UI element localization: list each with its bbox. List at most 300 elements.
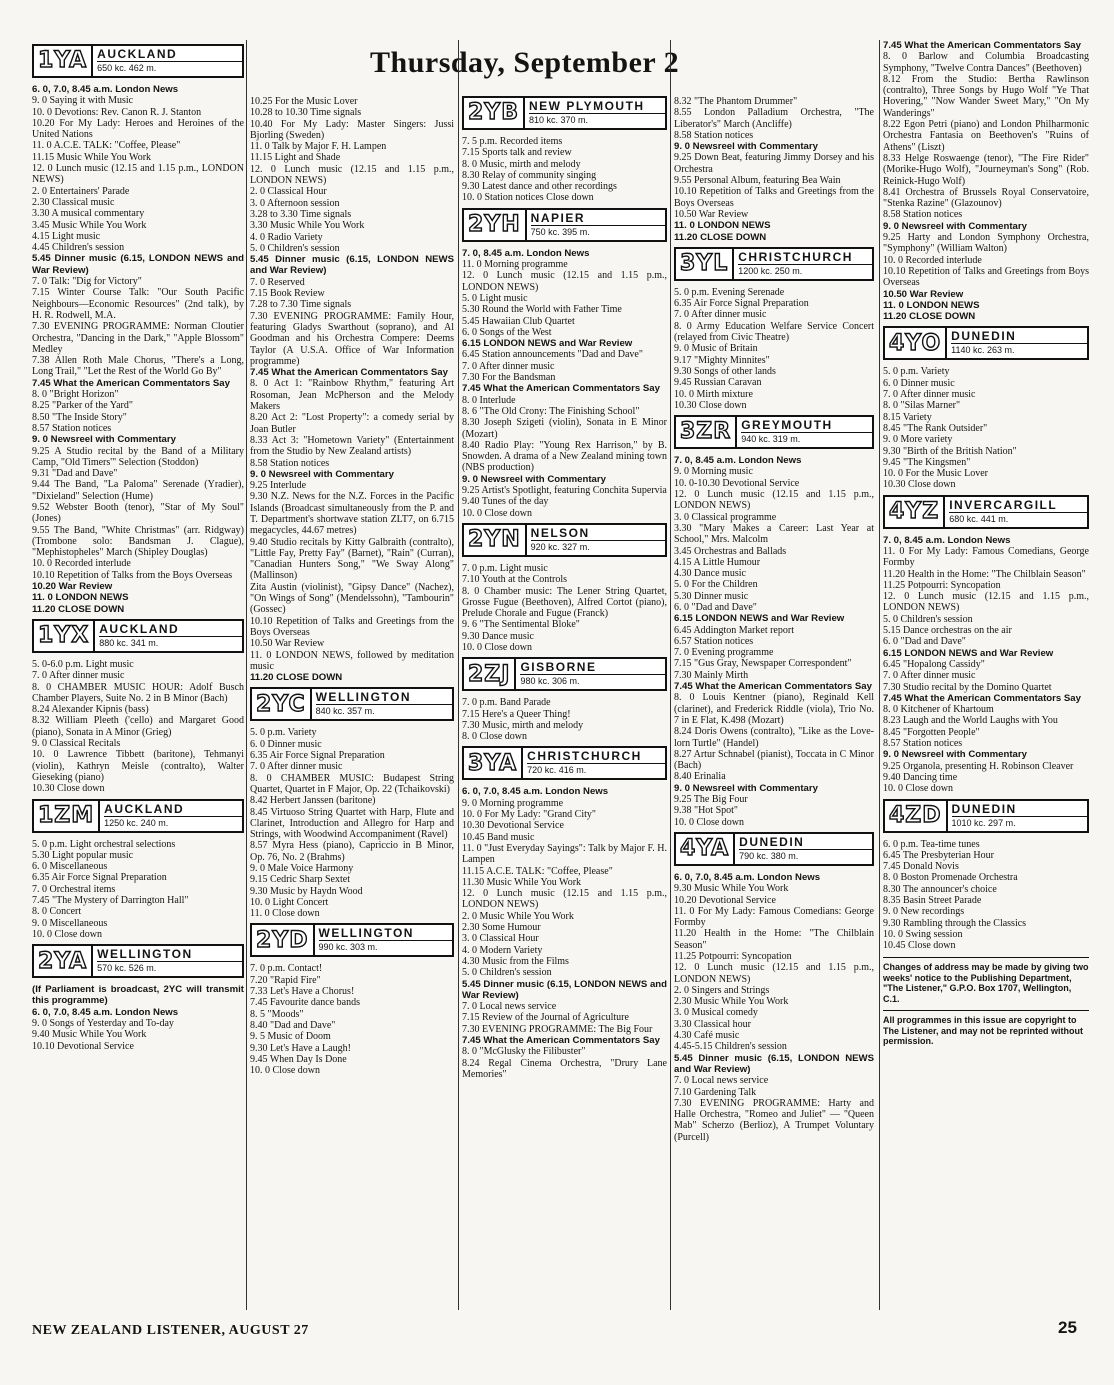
programme-entry: 8.50 "The Inside Story" <box>32 411 127 423</box>
programme-entry: (If Parliament is broadcast, 2YC will transmit this programme) <box>32 984 244 1007</box>
station-callsign: 2YB <box>464 98 525 128</box>
station-city: GISBORNE <box>520 661 665 675</box>
programme-entry: 8. 0 Act 1: "Rainbow Rhythm," featuring Art Rosoman, Jean McPherson and the Melody Makers <box>250 378 454 413</box>
programme-entry: 6. 0, 7.0, 8.45 a.m. London News <box>462 786 609 798</box>
programme-entry: 10.28 to 10.30 Time signals <box>250 107 362 119</box>
programme-entry: 7.28 to 7.30 Time signals <box>250 299 352 311</box>
programme-entry: 11.20 CLOSE DOWN <box>674 231 767 243</box>
programme-entry: 7. 0 p.m. Light music <box>462 562 548 574</box>
column-divider <box>670 40 671 1310</box>
programme-entry: 7. 0 Talk: "Dig for Victory" <box>32 276 142 288</box>
programme-column-5 <box>883 40 1089 1047</box>
station-header <box>674 415 874 449</box>
programme-entry: 4.30 Dance music <box>674 568 746 580</box>
programme-entry: 8.23 Laugh and the World Laughs with You <box>883 715 1058 727</box>
programme-entry: 7.30 Studio recital by the Domino Quartet <box>883 681 1052 693</box>
programme-entry: 11. 0 "Just Everyday Sayings": Talk by Major F. H. Lampen <box>462 842 667 866</box>
station-city: CHRISTCHURCH <box>527 750 665 764</box>
column-divider <box>458 40 459 1310</box>
station-city: INVERCARGILL <box>949 499 1087 513</box>
programme-entry: 9.25 The Big Four <box>674 794 748 806</box>
programme-entry: 8.24 Doris Owens (contralto), "Like as the Love-lorn Turtle" (Handel) <box>674 726 874 749</box>
programme-entry: 6.57 Station notices <box>674 635 754 647</box>
station-header <box>250 923 454 957</box>
programme-entry: 11.25 Potpourri: Syncopation <box>883 579 1001 591</box>
station-city: NELSON <box>531 527 665 541</box>
programme-entry: 8.42 Herbert Janssen (baritone) <box>250 795 376 807</box>
programme-entry: 10.50 War Review <box>250 638 325 650</box>
programme-entry: 9. 0 Newsreel with Commentary <box>462 473 606 485</box>
programme-entry: 10. 0 Light Concert <box>250 896 329 908</box>
station-frequency: 1140 kc. 263 m. <box>951 345 1015 356</box>
programme-entry: 4.15 Light music <box>32 230 101 242</box>
programme-entry: 9.40 Music While You Work <box>32 1029 147 1041</box>
programme-entry: 10. 0 Close down <box>250 1065 320 1077</box>
programme-column-1 <box>32 40 244 1052</box>
programme-entry: 7.45 Favourite dance bands <box>250 997 360 1009</box>
programme-entry: 10. 0 Mirth mixture <box>674 388 753 400</box>
programme-entry: 10.25 For the Music Lover <box>250 96 358 107</box>
station-header <box>250 687 454 721</box>
programme-entry: 8.40 "Dad and Dave" <box>250 1019 336 1031</box>
programme-entry: 8. 0 Music, mirth and melody <box>462 158 581 170</box>
station-callsign: 4YO <box>885 328 947 358</box>
programme-entry: 8.25 "Parker of the Yard" <box>32 400 133 412</box>
programme-entry: 11. 0 For My Lady: Famous Comedians: George Formby <box>674 905 874 929</box>
programme-entry: 10.50 War Review <box>883 288 964 300</box>
programme-entry: 2.30 Music While You Work <box>674 996 789 1008</box>
programme-entry: 5.45 Hawaiian Club Quartet <box>462 315 575 327</box>
station-city: WELLINGTON <box>319 927 453 941</box>
programme-entry: 9. 0 Morning music <box>674 466 753 478</box>
programme-entry: 9.30 Songs of other lands <box>674 365 776 377</box>
programme-entry: 5.30 Light popular music <box>32 849 134 861</box>
station-frequency: 810 kc. 370 m. <box>529 115 589 125</box>
programme-entry: 7.33 Let's Have a Chorus! <box>250 986 355 998</box>
programme-entry: 11.15 A.C.E. TALK: "Coffee, Please" <box>462 865 613 877</box>
programme-column-2 <box>250 96 454 1076</box>
programme-entry: 7.45 What the American Commentators Say <box>462 383 660 395</box>
station-city: NEW PLYMOUTH <box>529 100 665 114</box>
programme-entry: 3. 0 Classical programme <box>674 511 777 523</box>
programme-entry: 10. 0-10.30 Devotional Service <box>674 477 800 489</box>
programme-entry: 7. 0 p.m. Band Parade <box>462 697 551 709</box>
programme-entry: 5.45 Dinner music (6.15, LONDON NEWS and War Review) <box>462 978 667 1001</box>
programme-entry: 7.15 "Gus Gray, Newspaper Correspondent" <box>674 658 852 670</box>
programme-entry: 3.30 Music While You Work <box>250 220 365 232</box>
programme-entry: 10. 0 Recorded interlude <box>883 254 982 266</box>
programme-entry: 12. 0 Lunch music (12.15 and 1.15 p.m., LONDON NEWS) <box>462 270 667 293</box>
programme-entry: 7. 0 Reserved <box>250 276 305 288</box>
programme-entry: 7.38 Allen Roth Male Chorus, "There's a Long, Long Trail," "Let the Rest of the World Go By" <box>32 355 244 378</box>
programme-entry: 10. 0 Lawrence Tibbett (baritone), Tehmanyi (violin), Kathryn Meisle (contralto), Walter Gieseking (piano) <box>32 749 244 783</box>
programme-entry: 9.40 Studio recitals by Kitty Galbraith (contralto), "Little Fay, Pretty Fay" (Barnet), "Rain" (Curran), "Canadian Hunters Song," "We Sway Along" (Mallinson) <box>250 536 454 582</box>
station-callsign: 3YA <box>464 748 523 778</box>
programme-entry: 10. 0 Swing session <box>883 928 963 940</box>
programme-entry: 9.55 Personal Album, featuring Bea Wain <box>674 175 841 187</box>
station-frequency: 1250 kc. 240 m. <box>104 817 169 828</box>
programme-entry: 8.45 "The Rank Outsider" <box>883 422 988 434</box>
station-frequency: 790 kc. 380 m. <box>739 850 799 861</box>
programme-entry: 9.45 "The Kingsmen" <box>883 456 971 468</box>
programme-entry: 11. 0 Morning programme <box>462 259 568 271</box>
programme-entry: 10.50 War Review <box>674 208 749 220</box>
programme-column-4 <box>674 96 874 1143</box>
programme-column-3 <box>462 92 667 1080</box>
station-city: WELLINGTON <box>316 691 452 705</box>
programme-entry: 7.45 Donald Novis <box>883 861 959 873</box>
programme-entry: 6.45 The Presbyterian Hour <box>883 849 994 861</box>
programme-entry: 7.15 Here's a Queer Thing! <box>462 708 571 720</box>
programme-entry: 9. 0 Songs of Yesterday and To-day <box>32 1018 174 1030</box>
programme-entry: 10. 0 For My Lady: "Grand City" <box>462 809 596 821</box>
station-callsign: 1ZM <box>34 801 100 831</box>
programme-entry: 9. 0 More variety <box>883 434 953 446</box>
programme-entry: 7. 0 p.m. Contact! <box>250 963 323 975</box>
station-frequency: 920 kc. 327 m. <box>530 541 590 552</box>
programme-entry: 7. 0 After dinner music <box>32 670 125 682</box>
programme-entry: 7. 0 Orchestral items <box>32 883 116 895</box>
programme-entry: 10. 0 Close down <box>462 507 532 519</box>
programme-entry: 9.30 Rambling through the Classics <box>883 917 1027 929</box>
programme-entry: 11.15 Light and Shade <box>250 152 341 164</box>
programme-entry: 9. 0 Classical Recitals <box>32 738 121 750</box>
programme-entry: 8.40 Erinalia <box>674 771 726 783</box>
programme-entry: 7. 0, 8.45 a.m. London News <box>462 247 590 259</box>
page-number: 25 <box>1058 1318 1077 1337</box>
programme-entry: 5. 0 Children's session <box>462 967 552 979</box>
programme-entry: 8.58 Station notices <box>883 209 963 221</box>
programme-entry: 9. 0 Newsreel with Commentary <box>674 141 818 153</box>
station-city: NAPIER <box>531 212 665 226</box>
programme-entry: 11. 0 Close down <box>250 908 320 920</box>
column-divider <box>246 40 247 1310</box>
programme-entry: 3.45 Orchestras and Ballads <box>674 545 787 557</box>
programme-entry: 6.35 Air Force Signal Preparation <box>250 750 385 762</box>
programme-entry: 4. 0 Radio Variety <box>250 231 323 243</box>
station-callsign: 2YA <box>34 946 93 976</box>
programme-entry: 7.30 EVENING PROGRAMME: The Big Four <box>462 1023 653 1035</box>
programme-entry: 5.45 Dinner music (6.15, LONDON NEWS and War Review) <box>250 254 454 277</box>
programme-entry: 8.27 Artur Schnabel (pianist), Toccata in C Minor (Bach) <box>674 748 874 772</box>
programme-entry: 10.10 Repetition of Talks from the Boys Overseas <box>32 569 233 581</box>
station-header <box>462 96 667 130</box>
programme-entry: 11. 0 LONDON NEWS <box>32 592 129 604</box>
programme-entry: 10.30 Close down <box>674 399 747 411</box>
programme-entry: 2. 0 Entertainers' Parade <box>32 185 130 197</box>
programme-entry: 11.20 CLOSE DOWN <box>32 603 125 615</box>
programme-entry: 10. 0 Devotions: Rev. Canon R. J. Stanton <box>32 106 202 118</box>
programme-entry: 10.30 Close down <box>32 783 105 795</box>
programme-entry: 11.20 Health in the Home: "The Chilblain Season" <box>674 928 874 951</box>
programme-entry: 12. 0 Lunch music (12.15 and 1.15 p.m., LONDON NEWS) <box>674 489 874 512</box>
programme-entry: 6. 0 "Dad and Dave" <box>883 636 966 648</box>
programme-entry: 8.33 Act 3: "Hometown Variety" (Entertainment from the Studio by New Zealand artists) <box>250 434 454 458</box>
programme-entry: 7. 0 After dinner music <box>674 309 767 321</box>
programme-entry: 4.45 Children's session <box>32 242 125 254</box>
programme-entry: 11. 0 For My Lady: Famous Comedians, George Formby <box>883 545 1089 569</box>
station-frequency: 990 kc. 303 m. <box>318 942 378 953</box>
programme-entry: 7.15 Winter Course Talk: "Our South Pacific Neighbours—Economic Resources" (2nd talk), by H. R. Rodwell, M.A. <box>32 287 244 321</box>
programme-entry: 7. 0 After dinner music <box>250 761 343 773</box>
programme-entry: 2.30 Some Humour <box>462 922 541 934</box>
programme-entry: 11.20 Health in the Home: "The Chilblain Season" <box>883 568 1086 580</box>
programme-entry: 12. 0 Lunch music (12.15 and 1.15 p.m., LONDON NEWS) <box>674 962 874 985</box>
programme-entry: 8.24 Regal Cinema Orchestra, "Drury Lane Memories" <box>462 1057 667 1080</box>
programme-entry: 8. 0 Boston Promenade Orchestra <box>883 872 1018 884</box>
programme-entry: 11.15 Music While You Work <box>32 151 152 163</box>
programme-entry: 9.45 Russian Caravan <box>674 377 762 389</box>
programme-entry: 3.28 to 3.30 Time signals <box>250 208 352 220</box>
programme-entry: 6. 0, 7.0, 8.45 a.m. London News <box>32 84 179 95</box>
programme-entry: 8. 0 Interlude <box>462 394 516 406</box>
programme-entry: 11. 0 Talk by Major F. H. Lampen <box>250 141 387 153</box>
programme-entry: 7.45 What the American Commentators Say <box>674 681 872 693</box>
programme-entry: 9. 5 Music of Doom <box>250 1031 331 1043</box>
programme-entry: 8.24 Alexander Kipnis (bass) <box>32 704 149 716</box>
programme-entry: 9.17 "Mighty Minnites" <box>674 354 770 366</box>
programme-entry: 9. 0 Music of Britain <box>674 343 758 355</box>
programme-entry: 6. 0 Dinner music <box>250 738 322 750</box>
programme-entry: 10.10 Devotional Service <box>32 1040 134 1052</box>
programme-entry: 4.45-5.15 Children's session <box>674 1041 787 1053</box>
programme-entry: 8.33 Helge Roswaenge (tenor), "The Fire Rider" (Morike-Hugo Wolf), "Journeyman's Song" (Rob. Reinick-Hugo Wolf) <box>883 152 1089 187</box>
programme-entry: 10.45 Close down <box>883 940 956 952</box>
programme-entry: 8.30 Joseph Szigeti (violin), Sonata in E Minor (Mozart) <box>462 417 667 440</box>
programme-entry: 11. 0 LONDON NEWS, followed by meditation music <box>250 649 454 672</box>
programme-entry: 7.30 For the Bandsman <box>462 372 556 384</box>
column-divider <box>879 40 880 1310</box>
station-callsign: 4YZ <box>885 497 945 527</box>
programme-entry: 10. 0 Close down <box>674 816 744 828</box>
programme-entry: 2.30 Classical music <box>32 196 115 208</box>
programme-entry: 8.58 Station notices <box>674 129 754 141</box>
programme-entry: 5. 0 p.m. Evening Serenade <box>674 286 785 298</box>
programme-entry: 8. 0 CHAMBER MUSIC: Budapest String Quartet, Quartet in F Major, Op. 22 (Tchaikovski) <box>250 772 454 795</box>
programme-entry: 9.40 Tunes of the day <box>462 496 549 508</box>
programme-entry: 12. 0 Lunch music (12.15 and 1.15 p.m., LONDON NEWS) <box>250 163 454 187</box>
programme-entry: 6.45 Station announcements "Dad and Dave" <box>462 349 643 361</box>
programme-entry: 8.30 The announcer's choice <box>883 883 997 895</box>
programme-entry: 9.45 When Day Is Done <box>250 1053 347 1065</box>
programme-entry: 9. 0 Newsreel with Commentary <box>32 434 176 446</box>
programme-entry: 8.30 Relay of community singing <box>462 169 597 181</box>
station-callsign: 4ZD <box>885 801 948 831</box>
programme-entry: 8.55 London Palladium Orchestra, "The Liberator's" March (Ancliffe) <box>674 107 874 130</box>
page-title: Thursday, September 2 <box>370 46 680 79</box>
programme-entry: 8.35 Basin Street Parade <box>883 895 982 906</box>
station-header <box>883 799 1089 833</box>
programme-entry: 11.25 Potpourri: Syncopation <box>674 951 792 962</box>
programme-entry: 7. 0 Local news service <box>462 1001 557 1013</box>
programme-entry: 7. 0, 8.45 a.m. London News <box>674 455 802 467</box>
programme-entry: 3. 0 Afternoon session <box>250 197 340 209</box>
programme-entry: 9.15 Cedric Sharp Sextet <box>250 874 350 886</box>
station-header <box>462 208 667 242</box>
programme-entry: 7.45 What the American Commentators Say <box>883 692 1081 704</box>
station-header <box>674 832 874 866</box>
station-header <box>32 619 244 653</box>
programme-entry: 7. 0 After dinner music <box>462 360 555 372</box>
station-city: AUCKLAND <box>104 803 242 817</box>
station-header <box>883 495 1089 529</box>
programme-entry: 8.32 William Pleeth ('cello) and Margaret Good (piano), Sonata in A Minor (Grieg) <box>32 715 244 738</box>
programme-entry: 7.45 What the American Commentators Say <box>462 1035 660 1046</box>
programme-entry: 5. 0 Children's session <box>250 242 340 254</box>
programme-entry: 7. 0 After dinner music <box>883 389 976 401</box>
station-callsign: 2YN <box>464 525 527 555</box>
programme-entry: 6. 0 Songs of the West <box>462 326 552 338</box>
programme-entry: 10.20 For My Lady: Heroes and Heroines of the United Nations <box>32 117 244 141</box>
station-callsign: 3ZR <box>676 417 737 447</box>
programme-entry: 7.30 Music, mirth and melody <box>462 719 584 731</box>
station-frequency: 720 kc. 416 m. <box>527 765 587 776</box>
station-header <box>462 523 667 557</box>
programme-entry: 9.30 Music While You Work <box>674 883 789 895</box>
programme-entry: 6. 0, 7.0, 8.45 a.m. London News <box>32 1006 179 1018</box>
programme-entry: 9.31 "Dad and Dave" <box>32 468 118 480</box>
programme-entry: 9. 0 Saying it with Music <box>32 95 134 107</box>
programme-entry: 9. 0 Newsreel with Commentary <box>883 749 1027 761</box>
programme-entry: 11. 0 LONDON NEWS <box>883 299 980 311</box>
station-callsign: 2YD <box>252 925 315 955</box>
station-header <box>32 44 244 78</box>
programme-entry: 6.15 LONDON NEWS and War Review <box>674 613 845 625</box>
programme-entry: 6.15 LONDON NEWS and War Review <box>462 338 633 350</box>
programme-entry: 7.15 Sports talk and review <box>462 147 572 159</box>
programme-entry: 8.45 Virtuoso String Quartet with Harp, Flute and Clarinet, Introduction and Allegro for Harp and Strings, with Woodwind Accompaniment (Ravel) <box>250 806 454 841</box>
programme-entry: 6. 0 Dinner music <box>883 377 955 389</box>
programme-entry: 12. 0 Lunch music (12.15 and 1.15 p.m., LONDON NEWS) <box>32 163 244 186</box>
programme-entry: 8. 0 Barlow and Columbia Broadcasting Symphony, "Twelve Contra Dances" (Beethoven) <box>883 51 1089 74</box>
programme-entry: 9.30 Dance music <box>462 630 534 642</box>
station-header <box>462 657 667 691</box>
programme-entry: 7.45 What the American Commentators Say <box>32 377 230 389</box>
programme-entry: 9. 6 "The Sentimental Bloke" <box>462 619 580 631</box>
programme-entry: 10. 0 Close down <box>462 641 532 653</box>
programme-entry: 11.20 CLOSE DOWN <box>883 311 976 323</box>
programme-entry: 12. 0 Lunch music (12.15 and 1.15 p.m., LONDON NEWS) <box>883 591 1089 614</box>
station-city: AUCKLAND <box>99 623 242 637</box>
programme-entry: 7.10 Youth at the Controls <box>462 574 568 586</box>
station-callsign: 4YA <box>676 834 735 864</box>
programme-entry: 10. 0 Station notices Close down <box>462 192 594 204</box>
station-callsign: 1YX <box>34 621 95 651</box>
programme-entry: 5.15 Dance orchestras on the air <box>883 625 1012 637</box>
programme-entry: 6. 0 Miscellaneous <box>32 861 108 873</box>
programme-entry: 8.58 Station notices <box>250 457 330 469</box>
station-frequency: 570 kc. 526 m. <box>97 963 157 974</box>
station-callsign: 2ZJ <box>464 659 516 689</box>
publisher-notice: All programmes in this issue are copyright to The Listener, and may not be reprinted without permission. <box>883 1010 1089 1047</box>
programme-entry: 8.57 Station notices <box>32 422 112 434</box>
station-frequency: 1200 kc. 250 m. <box>738 265 803 276</box>
programme-entry: 10.30 Devotional Service <box>462 820 564 832</box>
programme-entry: 4.15 A Little Humour <box>674 556 761 568</box>
programme-entry: 8.22 Egon Petri (piano) and London Philharmonic Orchestra Fantasia on Beethoven's "Ruins of Athens" (Liszt) <box>883 119 1089 153</box>
footer-publication: NEW ZEALAND LISTENER, AUGUST 27 <box>32 1323 309 1338</box>
station-city: DUNEDIN <box>952 803 1087 817</box>
station-callsign: 3YL <box>676 249 734 279</box>
station-frequency: 840 kc. 357 m. <box>315 706 375 717</box>
programme-entry: 7. 0 Evening programme <box>674 647 774 659</box>
programme-entry: 9.25 Down Beat, featuring Jimmy Dorsey and his Orchestra <box>674 152 874 175</box>
programme-entry: 5.30 Round the World with Father Time <box>462 304 622 316</box>
programme-entry: 9.55 The Band, "White Christmas" (arr. Ridgway) (Trombone solo: Bandsman J. Clague), "Mephistopheles" March (Shipley Douglas) <box>32 524 244 559</box>
programme-entry: 2. 0 Classical Hour <box>250 186 327 198</box>
programme-entry: 9.30 N.Z. News for the N.Z. Forces in the Pacific Islands (Broadcast simultaneously from the P. and T. Department's shortwave station ZLT7, on 6.715 megacycles, 44.67 metres) <box>250 491 454 537</box>
programme-entry: 11.20 CLOSE DOWN <box>250 672 343 684</box>
programme-entry: 8.41 Orchestra of Brussels Royal Conservatoire, "Stenka Razine" (Glazounov) <box>883 186 1089 210</box>
station-frequency: 1010 kc. 297 m. <box>951 817 1016 828</box>
programme-entry: 9.44 The Band, "La Paloma" Serenade (Yradier), "Dixieland" Selection (Hume) <box>32 479 244 502</box>
programme-entry: 5. 0 p.m. Variety <box>250 727 317 739</box>
station-city: AUCKLAND <box>97 48 242 62</box>
programme-entry: 8. 0 "Bright Horizon" <box>32 389 119 401</box>
station-frequency: 880 kc. 341 m. <box>99 637 159 648</box>
programme-entry: 5. 0 p.m. Light orchestral selections <box>32 838 176 850</box>
station-city: WELLINGTON <box>97 948 242 962</box>
programme-entry: 8. 6 "The Old Crony: The Finishing School" <box>462 405 640 417</box>
programme-entry: 9. 0 New recordings <box>883 906 965 918</box>
programme-entry: 7. 5 p.m. Recorded items <box>462 136 563 147</box>
programme-entry: 8. 0 Louis Kentner (piano), Reginald Kell (clarinet), and Frederick Riddle (viola), Trio No. 7 in E Flat, K.498 (Mozart) <box>674 692 874 726</box>
programme-entry: Zita Austin (violinist), "Gipsy Dance" (Nachez), "On Wings of Song" (Mendelssohn), "Tambourin" (Gossec) <box>250 581 454 616</box>
station-header <box>32 799 244 833</box>
programme-entry: 9.25 Artist's Spotlight, featuring Conchita Supervia <box>462 485 667 497</box>
programme-entry: 9. 0 Newsreel with Commentary <box>250 468 394 480</box>
programme-entry: 10.10 Repetition of Talks and Greetings from the Boys Overseas <box>250 615 454 638</box>
programme-entry: 7.45 What the American Commentators Say <box>883 40 1081 51</box>
programme-entry: 10. 0 Recorded interlude <box>32 558 131 570</box>
programme-entry: 6.15 LONDON NEWS and War Review <box>883 647 1054 659</box>
programme-entry: 8. 0 Close down <box>462 731 527 743</box>
publisher-notice: Changes of address may be made by giving two weeks' notice to the Publishing Department, "The Listener," G.P.O. Box 1707, Wellington, C.1. <box>883 957 1089 1004</box>
station-city: CHRISTCHURCH <box>738 251 872 265</box>
programme-entry: 9.25 Harty and London Symphony Orchestra, "Symphony" (William Walton) <box>883 232 1089 255</box>
programme-entry: 9. 0 Male Voice Harmony <box>250 863 354 874</box>
programme-entry: 9.30 Latest dance and other recordings <box>462 181 617 193</box>
station-frequency: 940 kc. 319 m. <box>741 434 801 445</box>
programme-entry: 11. 0 A.C.E. TALK: "Coffee, Please" <box>32 140 181 152</box>
station-city: DUNEDIN <box>739 836 872 850</box>
programme-entry: 7.20 "Rapid Fire" <box>250 974 321 986</box>
programme-entry: 8. 0 Kitchener of Khartoum <box>883 704 994 716</box>
station-frequency: 750 kc. 395 m. <box>530 226 590 237</box>
programme-entry: 9.25 Interlude <box>250 480 307 492</box>
programme-entry: 10.40 For My Lady: Master Singers: Jussi Bjorling (Sweden) <box>250 118 454 141</box>
programme-entry: 8. 0 CHAMBER MUSIC HOUR: Adolf Busch Chamber Players, Suite No. 2 in B Minor (Bach) <box>32 681 244 704</box>
station-city: GREYMOUTH <box>741 419 872 433</box>
programme-entry: 8.57 Myra Hess (piano), Capriccio in B Minor, Op. 76, No. 2 (Brahms) <box>250 840 454 863</box>
programme-entry: 7. 0, 8.45 a.m. London News <box>883 534 1011 546</box>
programme-entry: 7. 0 Local news service <box>674 1075 769 1087</box>
programme-entry: 8.32 "The Phantom Drummer" <box>674 96 798 107</box>
station-city: DUNEDIN <box>951 330 1087 344</box>
programme-entry: 2. 0 Music While You Work <box>462 910 574 922</box>
programme-entry: 9. 0 Newsreel with Commentary <box>674 782 818 794</box>
programme-entry: 9.25 A Studio recital by the Band of a Military Camp, "Old Timers'" Selection (Stoddon) <box>32 445 244 468</box>
programme-entry: 9.30 "Birth of the British Nation" <box>883 445 1017 457</box>
programme-entry: 7.15 Book Review <box>250 288 325 300</box>
programme-entry: 10. 0 Close down <box>883 783 953 795</box>
programme-entry: 5. 0-6.0 p.m. Light music <box>32 658 134 670</box>
programme-entry: 5.30 Dinner music <box>674 590 749 602</box>
programme-entry: 3. 0 Classical Hour <box>462 933 539 945</box>
programme-entry: 6.45 "Hopalong Cassidy" <box>883 658 985 670</box>
programme-entry: 9.38 "Hot Spot" <box>674 805 739 817</box>
programme-entry: 7.30 Mainly Mirth <box>674 669 749 681</box>
